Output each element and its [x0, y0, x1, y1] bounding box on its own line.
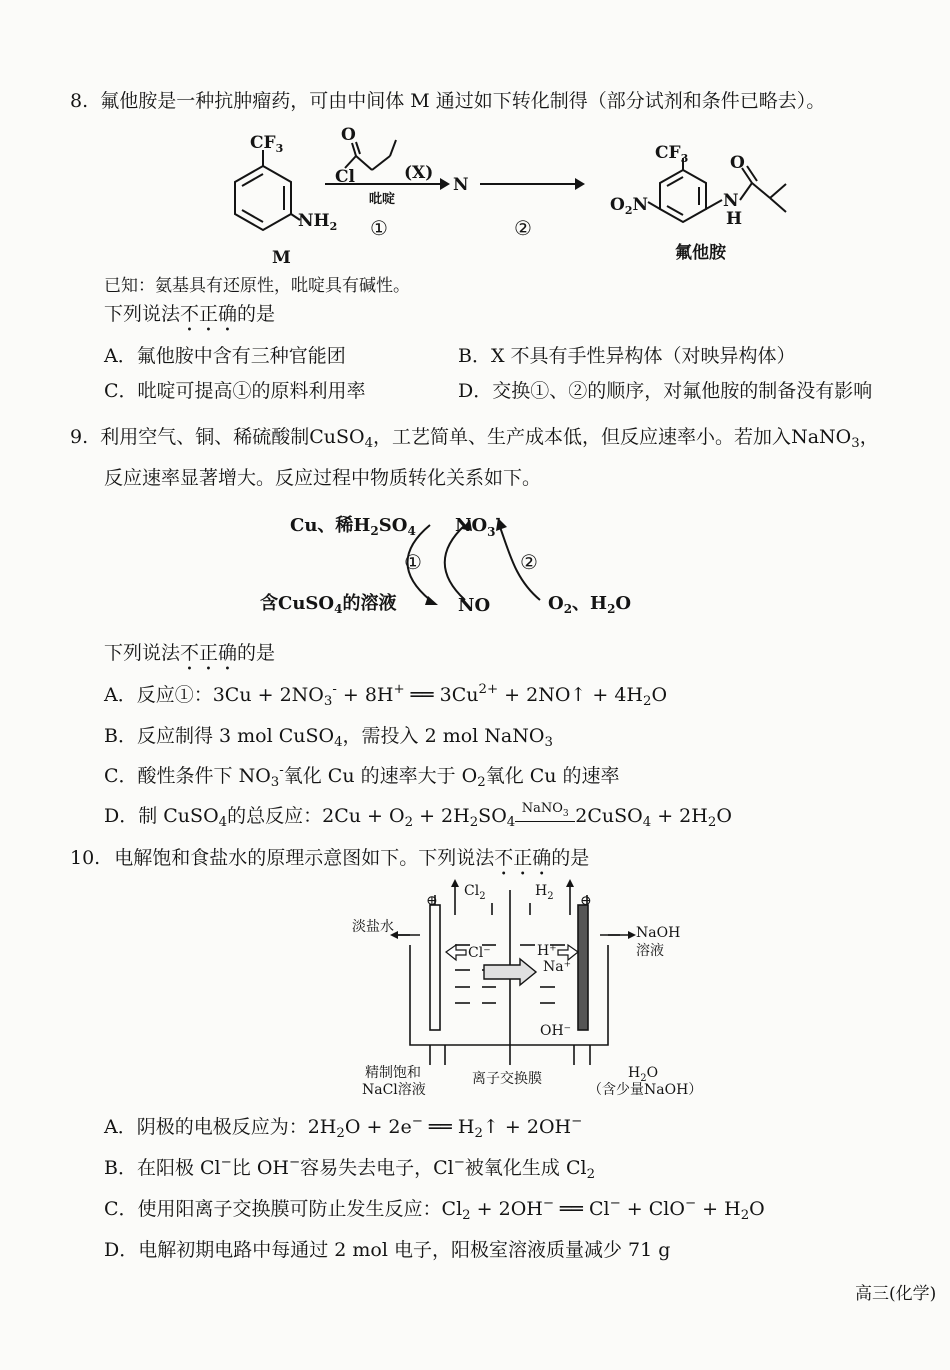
cycle-step2: ② [520, 550, 538, 574]
q9-option-b[interactable]: B．反应制得 3 mol CuSO$_4$，需投入 2 mol NaNO$_3$ [104, 725, 553, 750]
q8-reaction-scheme [0, 118, 950, 288]
oh-ion-label: OH⁻ [540, 1023, 572, 1039]
q8-option-b[interactable]: B．X 不具有手性异构体（对映异构体） [458, 345, 796, 367]
q9-cycle-diagram [0, 505, 950, 620]
inlet-right-line2: （含少量NaOH） [588, 1082, 703, 1098]
q9-option-a[interactable]: A．反应①：$3Cu + 2NO_3^- + 8H^+$ ══ $3Cu^{2+}$ + 2NO↑ + $4H_2O$ [104, 682, 668, 709]
anode-sign: ⊕ [426, 893, 438, 909]
reagent-o-label: O [341, 125, 356, 145]
q8-stem [70, 89, 825, 113]
q10-option-a[interactable]: A．阴极的电极反应为：$2H_2O + 2e^-$ ══ $H_2↑ + 2OH^-$ [104, 1114, 583, 1141]
cycle-o2-h2o: $O_2$、$H_2O$ [548, 593, 632, 616]
q8-option-d[interactable]: D．交换①、②的顺序，对氟他胺的制备没有影响 [458, 380, 873, 402]
q10-electrolysis-diagram [0, 875, 950, 1105]
naoh-label: NaOH [636, 925, 681, 941]
q9-prompt: 下列说法不正确的是 [104, 642, 276, 664]
product-amide-o: O [730, 153, 745, 173]
inlet-right-line1: $H_2O$ [628, 1065, 659, 1084]
na-ion-label: Na⁺ [543, 959, 571, 975]
product-amide-h: H [726, 209, 743, 229]
cycle-cu-h2so4: Cu、稀$H_2SO_4$ [290, 515, 416, 538]
q10-stem: 10. 电解饱和食盐水的原理示意图如下。下列说法不正确的是 [70, 847, 590, 869]
m-label: M [272, 248, 291, 268]
q10-option-c[interactable]: C．使用阳离子交换膜可防止发生反应：$Cl_2 + 2OH^-$ ══ $Cl^- + ClO^- + H_2O$ [104, 1196, 765, 1223]
reagent-cl-label: Cl [335, 167, 355, 187]
q8-number: 8. [70, 90, 89, 112]
dilute-brine-label: 淡盐水 [352, 919, 394, 935]
m-cf3-label: $CF_3$ [250, 133, 284, 155]
inlet-left-line2: NaCl溶液 [362, 1082, 426, 1098]
m-benzene-ring [235, 166, 291, 230]
inlet-left-line1: 精制饱和 [365, 1065, 421, 1081]
q8-option-c[interactable]: C．吡啶可提高①的原料利用率 [104, 380, 366, 402]
cycle-cuso4-solution: 含CuSO$_4$的溶液 [260, 593, 397, 616]
m-nh2-label: $NH_2$ [298, 211, 338, 233]
q8-known: 已知：氨基具有还原性，吡啶具有碱性。 [104, 276, 410, 296]
step1-label: ① [370, 216, 388, 240]
cycle-step1: ① [404, 550, 422, 574]
q9-option-d[interactable]: D．制 CuSO$_4$的总反应：$2Cu + O_2 + 2H_2SO_4$ NaNO$_3$ 2CuSO$_4$ + $2H_2O$ [104, 801, 732, 830]
product-amide-n: N [723, 191, 739, 211]
q8-prompt: 下列说法不正确的是 [104, 303, 276, 325]
naoh-solution-label: 溶液 [636, 943, 664, 959]
page-footer: 高三(化学) [855, 1284, 937, 1304]
q8-option-a[interactable]: A．氟他胺中含有三种官能团 [104, 345, 346, 367]
step2-label: ② [514, 216, 532, 240]
q9-option-c[interactable]: C．酸性条件下 $NO_3^-$氧化 Cu 的速率大于 $O_2$氧化 Cu 的速率 [104, 763, 620, 790]
cl-ion-label: Cl⁻ [468, 945, 491, 961]
h-ion-label: H⁺ [537, 943, 557, 959]
q9-number: 9. [70, 426, 89, 448]
product-name-label: 氟他胺 [675, 243, 726, 263]
pyridine-label: 吡啶 [369, 192, 396, 207]
q10-option-d[interactable]: D．电解初期电路中每通过 2 mol 电子，阳极室溶液质量减少 71 g [104, 1239, 671, 1261]
reagent-x-label: (X) [404, 163, 434, 183]
h2-label: $H_2$ [535, 883, 554, 902]
q8-stem-text: 氟他胺是一种抗肿瘤药，可由中间体 M 通过如下转化制得（部分试剂和条件已略去）。 [100, 90, 826, 112]
cycle-no3: $NO_3^-$ [455, 511, 501, 539]
cathode-sign: ⊖ [580, 893, 592, 909]
q10-number: 10. [70, 847, 101, 869]
intermediate-n-label: N [453, 175, 469, 195]
q9-stem-line2: 反应速率显著增大。反应过程中物质转化关系如下。 [104, 467, 542, 489]
cycle-no: NO [458, 595, 491, 616]
product-o2n-label: $O_2N$ [610, 195, 649, 217]
membrane-label: 离子交换膜 [472, 1071, 542, 1087]
cl2-label: $Cl_2$ [464, 883, 486, 902]
q10-option-b[interactable]: B．在阳极 Cl−比 OH−容易失去电子，Cl−被氧化生成 $Cl_2$ [104, 1155, 596, 1182]
product-cf3-label: $CF_3$ [655, 143, 689, 165]
q9-stem: 9. 利用空气、铜、稀硫酸制CuSO$_4$，工艺简单、生产成本低，但反应速率小。若加入NaNO$_3$， [70, 426, 879, 451]
